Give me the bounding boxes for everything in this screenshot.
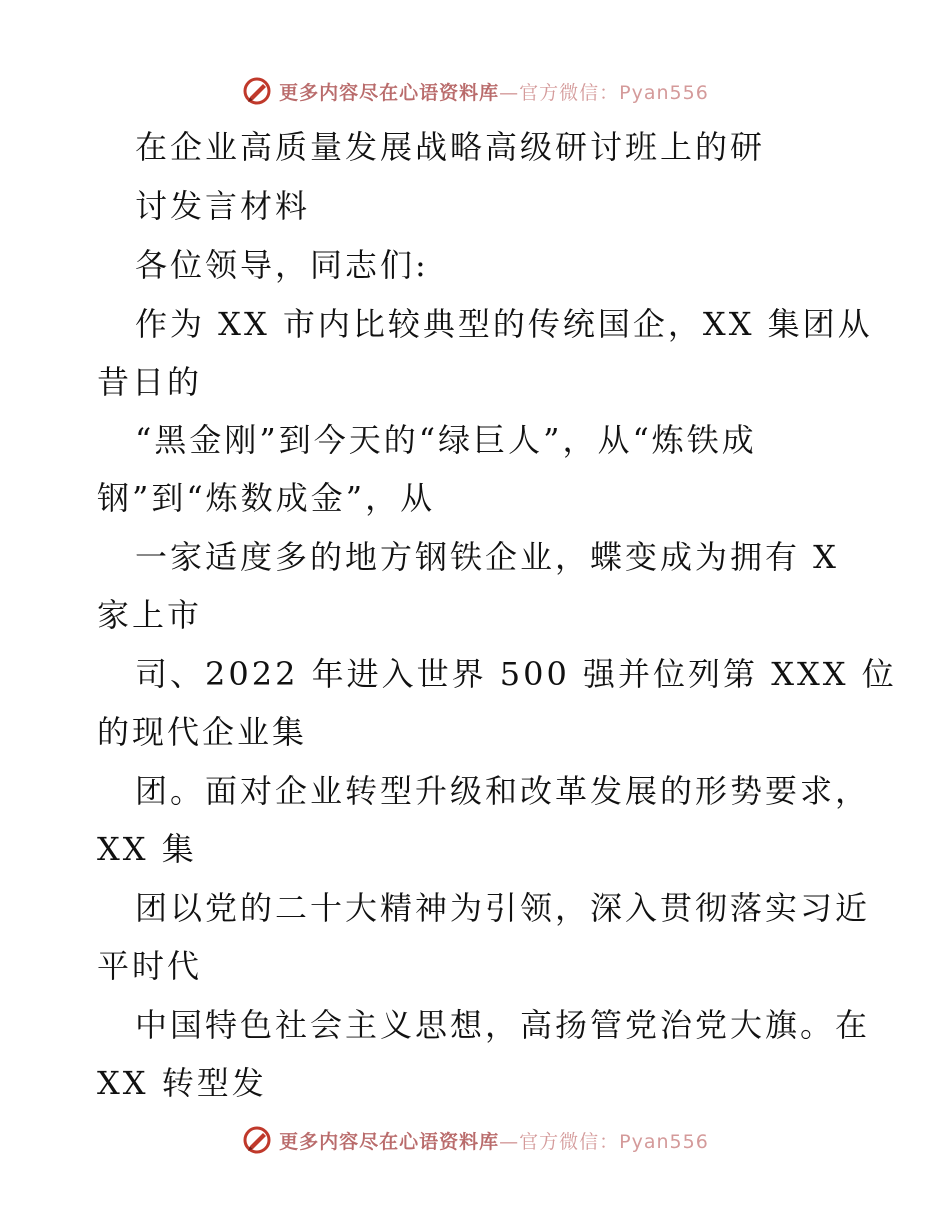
header-watermark <box>0 71 950 111</box>
paragraph-line: 钢”到“炼数成金”，从 <box>97 479 436 517</box>
paragraph-line: 作为 XX 市内比较典型的传统国企，XX 集团从 <box>135 305 873 343</box>
paragraph-line: 的现代企业集 <box>97 713 308 751</box>
watermark-text <box>279 1127 709 1154</box>
paragraph-line: 昔日的 <box>97 363 203 401</box>
paragraph-line: 团。面对企业转型升级和改革发展的形势要求， <box>135 772 871 810</box>
paragraph-line: XX 集 <box>97 830 197 868</box>
watermark-brand: 更多内容尽在心语资料库 <box>279 81 500 104</box>
paragraph-line: 一家适度多的地方钢铁企业，蝶变成为拥有 X <box>135 538 839 576</box>
pen-logo-icon <box>241 1124 273 1156</box>
salutation: 各位领导，同志们: <box>135 246 429 284</box>
watermark-text <box>279 78 709 105</box>
document-title-line-2: 讨发言材料 <box>135 187 311 225</box>
paragraph-line: XX 转型发 <box>97 1064 267 1102</box>
paragraph-line: 平时代 <box>97 947 203 985</box>
pen-logo-icon <box>241 75 273 107</box>
watermark-contact: 官方微信：Pyan556 <box>519 1130 709 1153</box>
paragraph-line: 家上市 <box>97 596 203 634</box>
watermark-contact: 官方微信：Pyan556 <box>519 81 709 104</box>
paragraph-line: 中国特色社会主义思想，高扬管党治党大旗。在 <box>135 1006 871 1044</box>
document-title-line-1: 在企业高质量发展战略高级研讨班上的研 <box>135 128 766 166</box>
watermark-separator: — <box>499 1130 520 1153</box>
footer-watermark <box>0 1120 950 1160</box>
paragraph-line: 团以党的二十大精神为引领，深入贯彻落实习近 <box>135 889 871 927</box>
paragraph-line: 司、2022 年进入世界 500 强并位列第 XXX 位 <box>135 655 897 693</box>
watermark-separator: — <box>499 81 520 104</box>
paragraph-line: “黑金刚”到今天的“绿巨人”，从“炼铁成 <box>135 421 757 459</box>
watermark-brand: 更多内容尽在心语资料库 <box>279 1130 500 1153</box>
